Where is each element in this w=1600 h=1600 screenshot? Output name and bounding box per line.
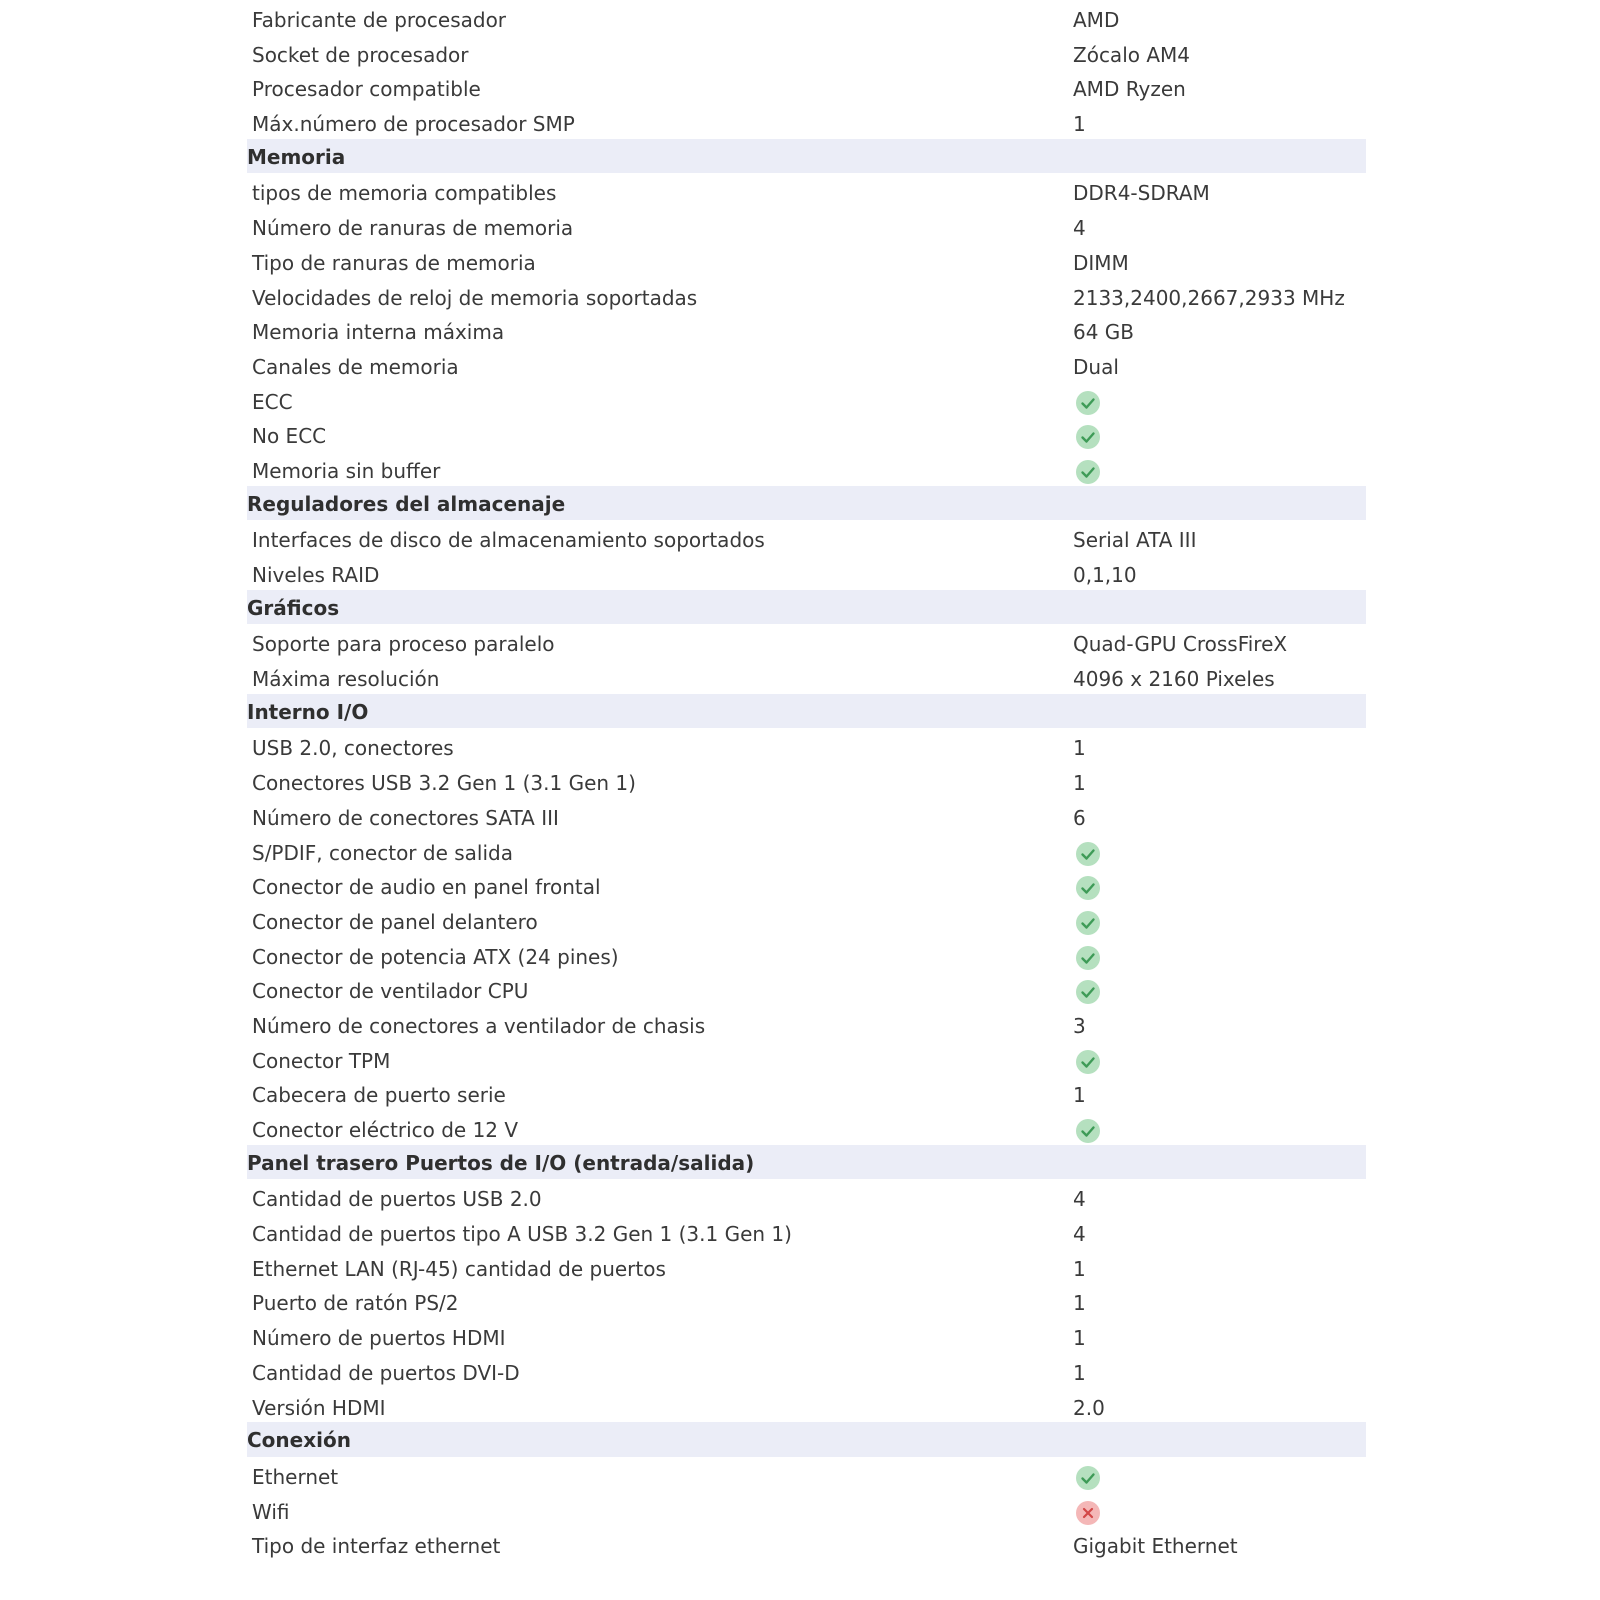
spec-row [247, 104, 1366, 139]
spec-value: 1 [1073, 112, 1086, 137]
spec-label: USB 2.0, conectores [252, 736, 454, 761]
spec-table [247, 0, 1366, 1561]
check-icon [1076, 1119, 1100, 1143]
spec-value: 1 [1073, 1326, 1086, 1351]
spec-value: 64 GB [1073, 320, 1135, 345]
cross-icon [1076, 1501, 1100, 1525]
spec-row [247, 0, 1366, 35]
spec-label: Interfaces de disco de almacenamiento soportados [252, 528, 765, 553]
spec-value: 1 [1073, 1291, 1086, 1316]
spec-label: Fabricante de procesador [252, 8, 507, 32]
spec-row [247, 555, 1366, 590]
spec-label: Niveles RAID [252, 563, 380, 587]
spec-value: 4 [1073, 1222, 1086, 1247]
spec-row [247, 208, 1366, 243]
section-title: Gráficos [247, 595, 340, 620]
spec-row [247, 1526, 1366, 1561]
spec-value: DDR4-SDRAM [1073, 181, 1210, 206]
spec-label: Cantidad de puertos DVI-D [252, 1360, 520, 1385]
spec-value: 1 [1073, 771, 1086, 796]
spec-value: 1 [1073, 736, 1086, 761]
spec-row [247, 1041, 1366, 1076]
section-title: Memoria [247, 144, 346, 169]
spec-value: 4 [1073, 216, 1086, 241]
spec-label: Número de ranuras de memoria [252, 216, 574, 241]
spec-value: Zócalo AM4 [1073, 42, 1191, 67]
spec-row [247, 867, 1366, 902]
spec-row [247, 971, 1366, 1006]
spec-value: Gigabit Ethernet [1073, 1534, 1238, 1559]
spec-label: No ECC [252, 424, 327, 449]
spec-row [247, 624, 1366, 659]
check-icon [1076, 391, 1100, 415]
spec-value: AMD Ryzen [1073, 77, 1186, 102]
check-icon [1076, 980, 1100, 1004]
check-icon [1076, 1466, 1100, 1490]
spec-value: 0,1,10 [1073, 563, 1137, 587]
spec-value: 1 [1073, 1083, 1086, 1108]
check-icon [1076, 876, 1100, 900]
spec-label: Tipo de interfaz ethernet [252, 1534, 501, 1559]
spec-label: Conector de ventilador CPU [252, 979, 529, 1004]
section-title: Panel trasero Puertos de I/O (entrada/salida) [247, 1150, 755, 1175]
spec-row [247, 173, 1366, 208]
spec-row [247, 1075, 1366, 1110]
spec-row [247, 347, 1366, 382]
section-title: Conexión [247, 1428, 351, 1453]
spec-label: Máx.número de procesador SMP [252, 112, 575, 137]
spec-label: Canales de memoria [252, 354, 459, 379]
section-header-memoria [247, 139, 1366, 174]
check-icon [1076, 842, 1100, 866]
spec-row [247, 382, 1366, 417]
section-header-interno-i-o [247, 694, 1366, 729]
spec-value: 4 [1073, 1187, 1086, 1212]
spec-value: 6 [1073, 805, 1086, 830]
spec-row [247, 35, 1366, 70]
spec-label: Conector TPM [252, 1048, 391, 1073]
spec-label: Número de conectores SATA III [252, 805, 559, 830]
spec-value: Dual [1073, 354, 1119, 379]
spec-row [247, 1457, 1366, 1492]
spec-row [247, 243, 1366, 278]
spec-label: Cantidad de puertos tipo A USB 3.2 Gen 1 (3.1 Gen 1) [252, 1222, 792, 1247]
spec-row [247, 728, 1366, 763]
spec-label: Conector eléctrico de 12 V [252, 1118, 519, 1142]
spec-value: 3 [1073, 1013, 1086, 1038]
spec-label: Socket de procesador [252, 42, 469, 67]
section-header-graficos [247, 590, 1366, 625]
spec-row [247, 1388, 1366, 1423]
check-icon [1076, 911, 1100, 935]
check-icon [1076, 460, 1100, 484]
spec-label: Conector de panel delantero [252, 909, 538, 934]
spec-row [247, 937, 1366, 972]
spec-row [247, 1214, 1366, 1249]
section-title: Interno I/O [247, 699, 369, 724]
spec-value: Quad-GPU CrossFireX [1073, 632, 1288, 657]
spec-row [247, 278, 1366, 313]
spec-label: Wifi [252, 1499, 290, 1524]
spec-label: S/PDIF, conector de salida [252, 840, 513, 865]
spec-label: Tipo de ranuras de memoria [252, 250, 536, 275]
spec-label: Ethernet [252, 1464, 339, 1489]
spec-row [247, 763, 1366, 798]
spec-label: Número de puertos HDMI [252, 1326, 506, 1351]
spec-row [247, 659, 1366, 694]
check-icon [1076, 1050, 1100, 1074]
spec-label: Soporte para proceso paralelo [252, 632, 555, 657]
spec-row [247, 1179, 1366, 1214]
spec-value: AMD [1073, 8, 1120, 32]
spec-value: DIMM [1073, 250, 1129, 275]
spec-value: 1 [1073, 1256, 1086, 1281]
spec-label: Máxima resolución [252, 667, 440, 692]
spec-label: Memoria sin buffer [252, 458, 441, 483]
spec-value: 1 [1073, 1360, 1086, 1385]
spec-row [247, 451, 1366, 486]
spec-label: Conector de potencia ATX (24 pines) [252, 944, 619, 969]
spec-row [247, 416, 1366, 451]
spec-label: Número de conectores a ventilador de chasis [252, 1013, 706, 1038]
spec-label: Velocidades de reloj de memoria soportadas [252, 285, 698, 310]
spec-value: 2.0 [1073, 1395, 1105, 1420]
spec-label: ECC [252, 389, 293, 414]
check-icon [1076, 946, 1100, 970]
spec-row [247, 1006, 1366, 1041]
spec-row [247, 902, 1366, 937]
spec-label: Cantidad de puertos USB 2.0 [252, 1187, 542, 1212]
spec-label: Puerto de ratón PS/2 [252, 1291, 459, 1316]
spec-value: 4096 x 2160 Pixeles [1073, 667, 1275, 692]
section-title: Reguladores del almacenaje [247, 491, 566, 516]
spec-row [247, 69, 1366, 104]
spec-label: tipos de memoria compatibles [252, 181, 557, 206]
spec-label: Memoria interna máxima [252, 320, 505, 345]
section-header-panel-trasero-puertos-de-i-o-entrada-salida [247, 1145, 1366, 1180]
spec-label: Conectores USB 3.2 Gen 1 (3.1 Gen 1) [252, 771, 636, 796]
spec-row [247, 520, 1366, 555]
spec-value: 2133,2400,2667,2933 MHz [1073, 285, 1345, 310]
spec-row [247, 1283, 1366, 1318]
spec-row [247, 1249, 1366, 1284]
spec-row [247, 798, 1366, 833]
spec-label: Cabecera de puerto serie [252, 1083, 506, 1108]
spec-value: Serial ATA III [1073, 528, 1197, 553]
section-header-reguladores-del-almacenaje [247, 486, 1366, 521]
spec-row [247, 833, 1366, 868]
spec-label: Ethernet LAN (RJ-45) cantidad de puertos [252, 1256, 666, 1281]
section-header-conexion [247, 1422, 1366, 1457]
spec-label: Conector de audio en panel frontal [252, 875, 601, 900]
spec-row [247, 1110, 1366, 1145]
check-icon [1076, 425, 1100, 449]
spec-row [247, 1318, 1366, 1353]
spec-row [247, 312, 1366, 347]
spec-label: Procesador compatible [252, 77, 481, 102]
spec-row [247, 1492, 1366, 1527]
spec-row [247, 1353, 1366, 1388]
spec-label: Versión HDMI [252, 1395, 386, 1420]
